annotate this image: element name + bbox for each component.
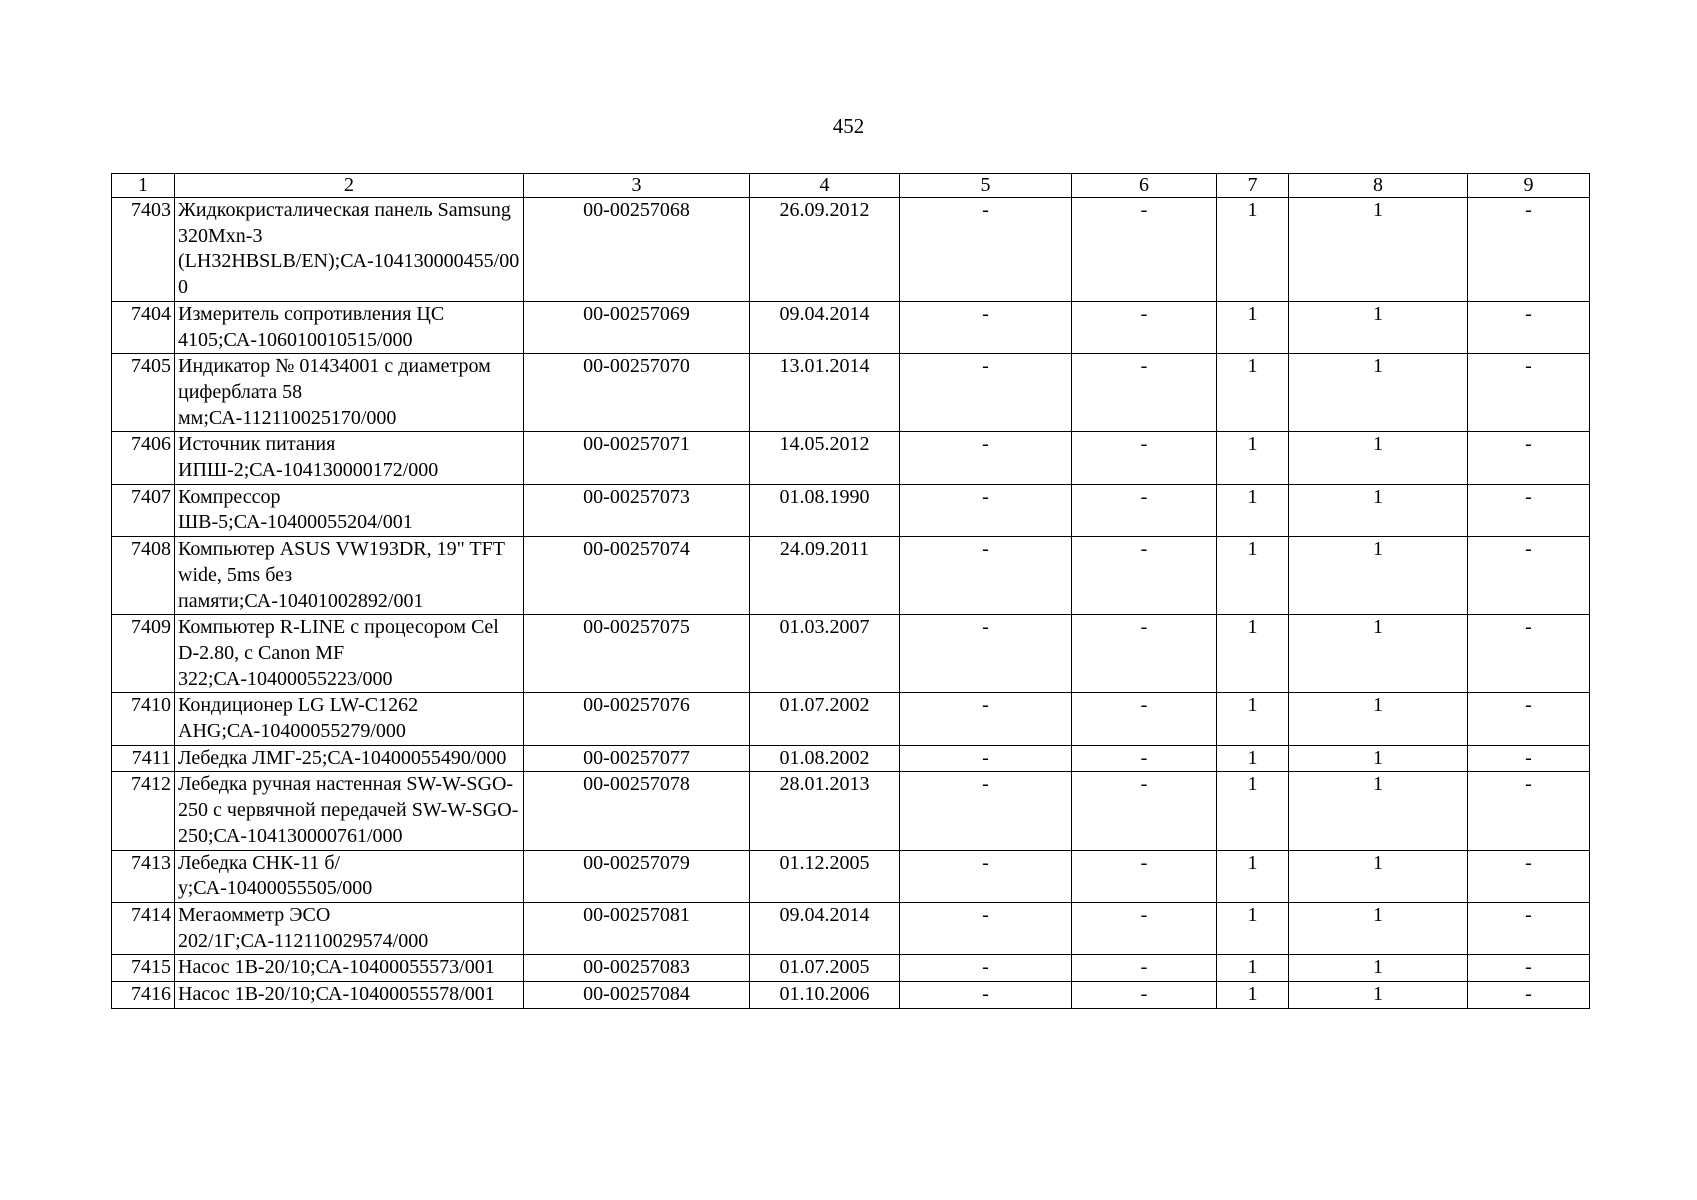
date-cell: 28.01.2013 xyxy=(750,772,900,850)
row-number-cell: 7409 xyxy=(112,615,175,693)
table-row xyxy=(112,772,1590,850)
item-name-cell: Компрессор ШВ-5;СА-10400055204/001 xyxy=(175,484,524,536)
table-row xyxy=(112,850,1590,902)
column-8-cell: 1 xyxy=(1289,537,1468,615)
column-6-cell: - xyxy=(1072,982,1217,1009)
column-7-cell: 1 xyxy=(1217,772,1289,850)
column-8-cell: 1 xyxy=(1289,772,1468,850)
column-7-cell: 1 xyxy=(1217,902,1289,954)
column-5-cell: - xyxy=(900,693,1072,745)
date-cell: 01.07.2002 xyxy=(750,693,900,745)
table-row xyxy=(112,745,1590,772)
column-9-cell: - xyxy=(1468,955,1590,982)
row-number-cell: 7410 xyxy=(112,693,175,745)
row-number-cell: 7404 xyxy=(112,301,175,353)
inventory-table xyxy=(111,173,1590,1009)
column-9-cell: - xyxy=(1468,693,1590,745)
table-row xyxy=(112,537,1590,615)
column-7-cell: 1 xyxy=(1217,850,1289,902)
inventory-code-cell: 00-00257077 xyxy=(524,745,750,772)
column-6-cell: - xyxy=(1072,772,1217,850)
column-7-cell: 1 xyxy=(1217,745,1289,772)
column-9-cell: - xyxy=(1468,484,1590,536)
column-8-cell: 1 xyxy=(1289,354,1468,432)
inventory-code-cell: 00-00257081 xyxy=(524,902,750,954)
column-8-cell: 1 xyxy=(1289,902,1468,954)
table-row xyxy=(112,615,1590,693)
column-header: 6 xyxy=(1072,174,1217,198)
column-header: 8 xyxy=(1289,174,1468,198)
table-row xyxy=(112,982,1590,1009)
column-5-cell: - xyxy=(900,198,1072,302)
date-cell: 01.07.2005 xyxy=(750,955,900,982)
column-5-cell: - xyxy=(900,432,1072,484)
column-9-cell: - xyxy=(1468,850,1590,902)
column-6-cell: - xyxy=(1072,301,1217,353)
row-number-cell: 7413 xyxy=(112,850,175,902)
column-header: 4 xyxy=(750,174,900,198)
date-cell: 01.08.1990 xyxy=(750,484,900,536)
column-5-cell: - xyxy=(900,850,1072,902)
column-5-cell: - xyxy=(900,354,1072,432)
inventory-code-cell: 00-00257070 xyxy=(524,354,750,432)
inventory-code-cell: 00-00257075 xyxy=(524,615,750,693)
row-number-cell: 7408 xyxy=(112,537,175,615)
table-row xyxy=(112,301,1590,353)
date-cell: 09.04.2014 xyxy=(750,301,900,353)
item-name-cell: Компьютер R-LINE с процесором Cel D-2.80, с Canon MF 322;СА-10400055223/000 xyxy=(175,615,524,693)
inventory-code-cell: 00-00257071 xyxy=(524,432,750,484)
column-6-cell: - xyxy=(1072,850,1217,902)
column-6-cell: - xyxy=(1072,354,1217,432)
column-5-cell: - xyxy=(900,955,1072,982)
item-name-cell: Компьютер ASUS VW193DR, 19" TFT wide, 5ms без памяти;СА-10401002892/001 xyxy=(175,537,524,615)
column-9-cell: - xyxy=(1468,432,1590,484)
column-7-cell: 1 xyxy=(1217,955,1289,982)
column-8-cell: 1 xyxy=(1289,982,1468,1009)
row-number-cell: 7416 xyxy=(112,982,175,1009)
column-5-cell: - xyxy=(900,301,1072,353)
row-number-cell: 7412 xyxy=(112,772,175,850)
column-5-cell: - xyxy=(900,537,1072,615)
inventory-code-cell: 00-00257076 xyxy=(524,693,750,745)
item-name-cell: Измеритель сопротивления ЦС 4105;СА-106010010515/000 xyxy=(175,301,524,353)
column-9-cell: - xyxy=(1468,772,1590,850)
column-9-cell: - xyxy=(1468,354,1590,432)
inventory-code-cell: 00-00257079 xyxy=(524,850,750,902)
column-7-cell: 1 xyxy=(1217,301,1289,353)
row-number-cell: 7411 xyxy=(112,745,175,772)
table-row xyxy=(112,484,1590,536)
column-7-cell: 1 xyxy=(1217,537,1289,615)
column-9-cell: - xyxy=(1468,745,1590,772)
item-name-cell: Лебедка ЛМГ-25;СА-10400055490/000 xyxy=(175,745,524,772)
column-6-cell: - xyxy=(1072,484,1217,536)
column-header: 1 xyxy=(112,174,175,198)
column-9-cell: - xyxy=(1468,615,1590,693)
column-header: 2 xyxy=(175,174,524,198)
column-6-cell: - xyxy=(1072,902,1217,954)
date-cell: 13.01.2014 xyxy=(750,354,900,432)
column-header: 3 xyxy=(524,174,750,198)
column-8-cell: 1 xyxy=(1289,955,1468,982)
column-header: 9 xyxy=(1468,174,1590,198)
column-8-cell: 1 xyxy=(1289,301,1468,353)
date-cell: 01.12.2005 xyxy=(750,850,900,902)
date-cell: 01.10.2006 xyxy=(750,982,900,1009)
row-number-cell: 7407 xyxy=(112,484,175,536)
date-cell: 14.05.2012 xyxy=(750,432,900,484)
column-7-cell: 1 xyxy=(1217,615,1289,693)
column-6-cell: - xyxy=(1072,198,1217,302)
column-5-cell: - xyxy=(900,902,1072,954)
table-row xyxy=(112,693,1590,745)
item-name-cell: Источник питания ИПШ-2;СА-104130000172/000 xyxy=(175,432,524,484)
row-number-cell: 7415 xyxy=(112,955,175,982)
item-name-cell: Лебедка СНК-11 б/у;СА-10400055505/000 xyxy=(175,850,524,902)
inventory-code-cell: 00-00257083 xyxy=(524,955,750,982)
table-row xyxy=(112,955,1590,982)
table-row xyxy=(112,354,1590,432)
column-6-cell: - xyxy=(1072,537,1217,615)
row-number-cell: 7406 xyxy=(112,432,175,484)
header-row xyxy=(112,174,1590,198)
table-row xyxy=(112,432,1590,484)
column-7-cell: 1 xyxy=(1217,693,1289,745)
page-number: 452 xyxy=(832,114,865,138)
column-7-cell: 1 xyxy=(1217,982,1289,1009)
column-5-cell: - xyxy=(900,484,1072,536)
item-name-cell: Индикатор № 01434001 с диаметром циферблата 58 мм;СА-112110025170/000 xyxy=(175,354,524,432)
column-7-cell: 1 xyxy=(1217,484,1289,536)
column-7-cell: 1 xyxy=(1217,198,1289,302)
column-6-cell: - xyxy=(1072,693,1217,745)
column-9-cell: - xyxy=(1468,198,1590,302)
row-number-cell: 7403 xyxy=(112,198,175,302)
date-cell: 26.09.2012 xyxy=(750,198,900,302)
column-6-cell: - xyxy=(1072,615,1217,693)
inventory-code-cell: 00-00257073 xyxy=(524,484,750,536)
date-cell: 09.04.2014 xyxy=(750,902,900,954)
item-name-cell: Лебедка ручная настенная SW-W-SGO-250 с червячной передачей SW-W-SGO-250;СА-104130000761/000 xyxy=(175,772,524,850)
column-5-cell: - xyxy=(900,745,1072,772)
item-name-cell: Мегаомметр ЭСО 202/1Г;СА-112110029574/000 xyxy=(175,902,524,954)
column-5-cell: - xyxy=(900,615,1072,693)
column-8-cell: 1 xyxy=(1289,484,1468,536)
item-name-cell: Кондиционер LG LW-C1262 AHG;СА-10400055279/000 xyxy=(175,693,524,745)
column-8-cell: 1 xyxy=(1289,850,1468,902)
column-6-cell: - xyxy=(1072,432,1217,484)
column-7-cell: 1 xyxy=(1217,432,1289,484)
column-9-cell: - xyxy=(1468,537,1590,615)
column-9-cell: - xyxy=(1468,982,1590,1009)
inventory-code-cell: 00-00257069 xyxy=(524,301,750,353)
row-number-cell: 7405 xyxy=(112,354,175,432)
inventory-code-cell: 00-00257068 xyxy=(524,198,750,302)
column-8-cell: 1 xyxy=(1289,198,1468,302)
date-cell: 01.08.2002 xyxy=(750,745,900,772)
column-8-cell: 1 xyxy=(1289,693,1468,745)
item-name-cell: Жидкокристалическая панель Samsung 320Mxn-3 (LH32HBSLB/EN);СА-104130000455/000 xyxy=(175,198,524,302)
column-7-cell: 1 xyxy=(1217,354,1289,432)
date-cell: 01.03.2007 xyxy=(750,615,900,693)
column-header: 5 xyxy=(900,174,1072,198)
column-5-cell: - xyxy=(900,772,1072,850)
column-8-cell: 1 xyxy=(1289,745,1468,772)
column-header: 7 xyxy=(1217,174,1289,198)
inventory-code-cell: 00-00257078 xyxy=(524,772,750,850)
column-8-cell: 1 xyxy=(1289,615,1468,693)
inventory-code-cell: 00-00257084 xyxy=(524,982,750,1009)
row-number-cell: 7414 xyxy=(112,902,175,954)
table-row xyxy=(112,902,1590,954)
table-row xyxy=(112,198,1590,302)
column-6-cell: - xyxy=(1072,745,1217,772)
column-5-cell: - xyxy=(900,982,1072,1009)
inventory-code-cell: 00-00257074 xyxy=(524,537,750,615)
column-6-cell: - xyxy=(1072,955,1217,982)
item-name-cell: Насос 1В-20/10;СА-10400055578/001 xyxy=(175,982,524,1009)
column-8-cell: 1 xyxy=(1289,432,1468,484)
date-cell: 24.09.2011 xyxy=(750,537,900,615)
item-name-cell: Насос 1В-20/10;СА-10400055573/001 xyxy=(175,955,524,982)
column-9-cell: - xyxy=(1468,301,1590,353)
column-9-cell: - xyxy=(1468,902,1590,954)
